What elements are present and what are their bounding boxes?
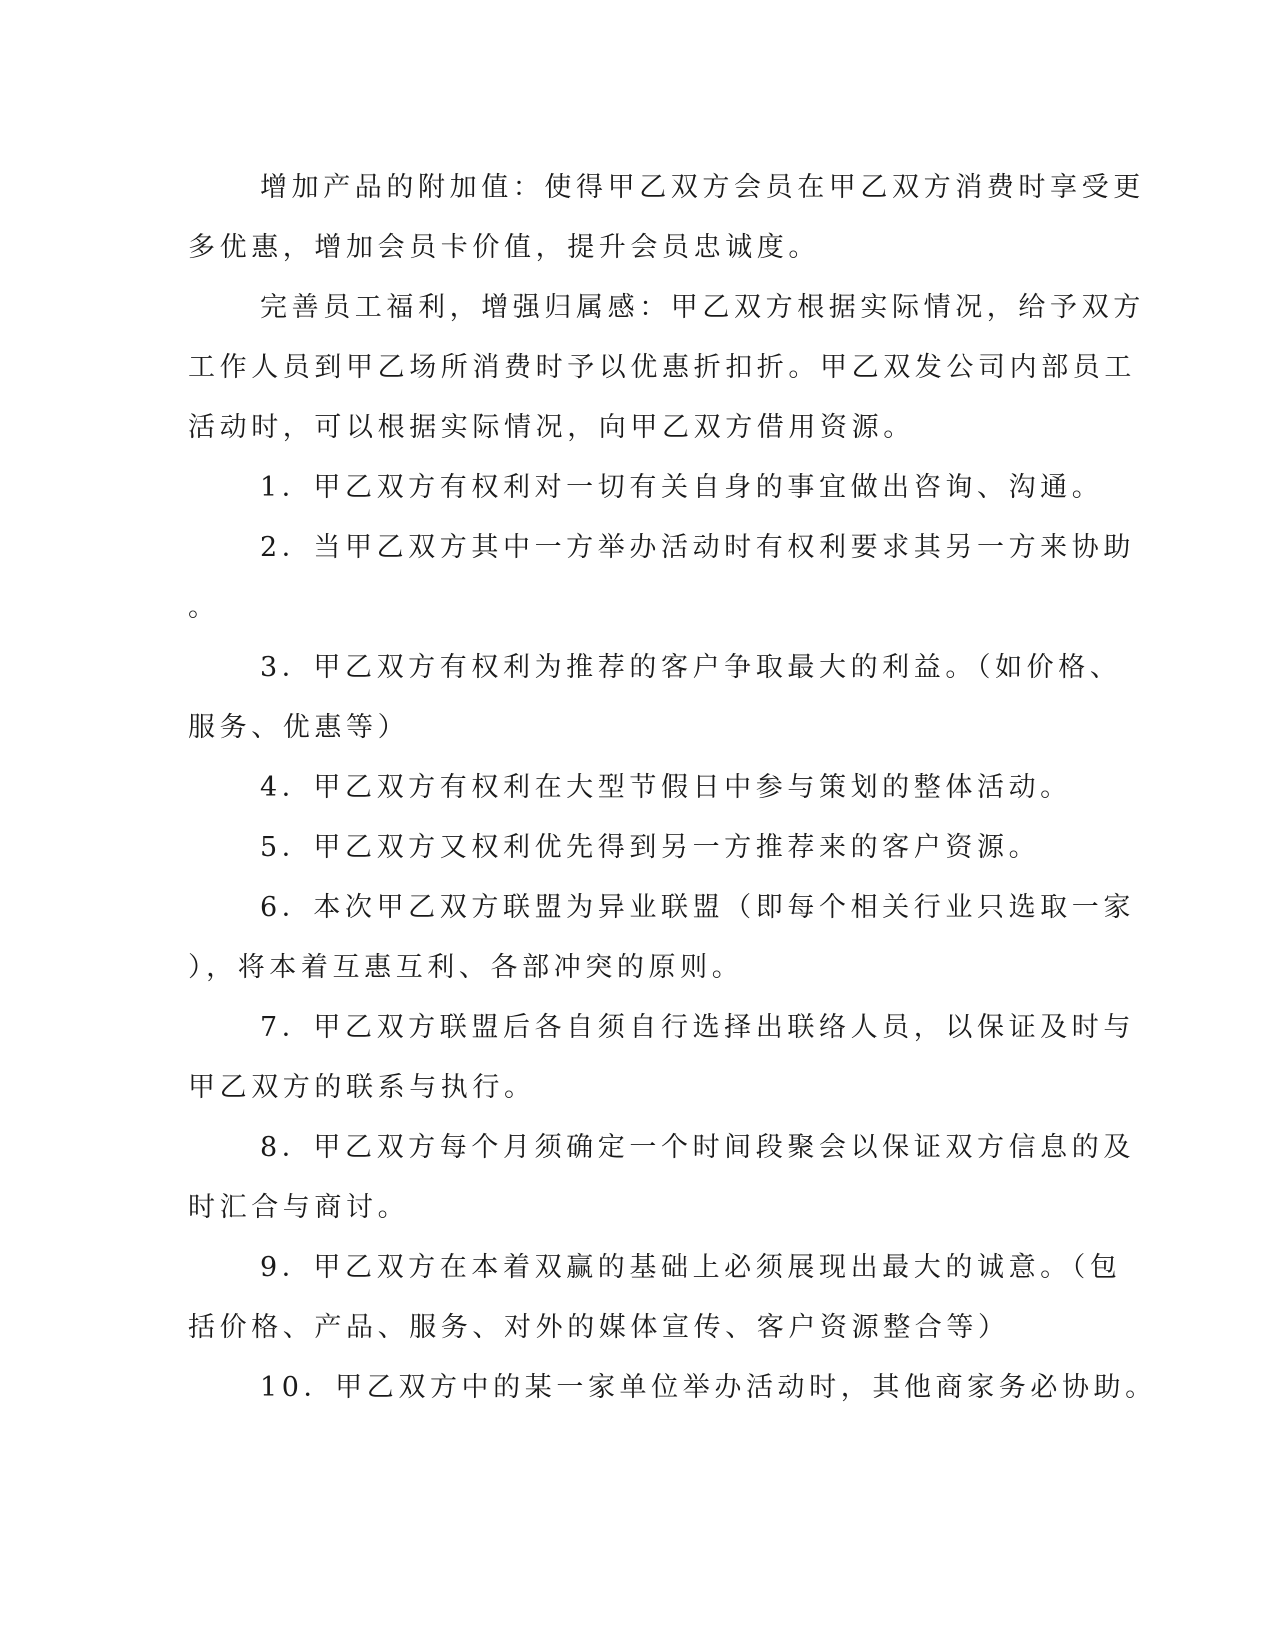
text-line: 时汇合与商讨。 <box>188 1192 410 1223</box>
text-line: 3．甲乙双方有权利为推荐的客户争取最大的利益。（如价格、 <box>260 652 1122 683</box>
text-line: 括价格、产品、服务、对外的媒体宣传、客户资源整合等） <box>188 1312 1010 1343</box>
list-item-6 <box>188 878 1135 998</box>
list-item-5 <box>188 818 1068 878</box>
list-item-4 <box>188 758 1072 818</box>
text-line: 活动时，可以根据实际情况，向甲乙双方借用资源。 <box>188 412 915 443</box>
list-item-7 <box>188 998 1135 1118</box>
text-line: 8．甲乙双方每个月须确定一个时间段聚会以保证双方信息的及 <box>260 1132 1135 1163</box>
text-line: 增加产品的附加值：使得甲乙双方会员在甲乙双方消费时享受更 <box>260 172 1145 203</box>
text-line: 6．本次甲乙双方联盟为异业联盟（即每个相关行业只选取一家 <box>260 892 1135 923</box>
paragraph-employee-welfare <box>188 278 1145 458</box>
text-line: 工作人员到甲乙场所消费时予以优惠折扣折。甲乙双发公司内部员工 <box>188 352 1136 383</box>
text-line: 。 <box>188 592 220 623</box>
list-item-1 <box>188 458 1104 518</box>
list-item-9 <box>188 1238 1122 1358</box>
list-item-10 <box>188 1358 1157 1418</box>
text-line: 5．甲乙双方又权利优先得到另一方推荐来的客户资源。 <box>260 832 1041 863</box>
text-line: ），将本着互惠互利、各部冲突的原则。 <box>188 952 744 983</box>
list-item-3 <box>188 638 1122 758</box>
text-line: 9．甲乙双方在本着双赢的基础上必须展现出最大的诚意。（包 <box>260 1252 1122 1283</box>
paragraph-added-value <box>188 158 1145 278</box>
document-body <box>188 158 1157 1418</box>
text-line: 甲乙双方的联系与执行。 <box>188 1072 536 1103</box>
text-line: 10．甲乙双方中的某一家单位举办活动时，其他商家务必协助。 <box>260 1372 1157 1403</box>
list-item-2 <box>188 518 1135 638</box>
text-line: 1．甲乙双方有权利对一切有关自身的事宜做出咨询、沟通。 <box>260 472 1104 503</box>
text-line: 完善员工福利，增强归属感：甲乙双方根据实际情况，给予双方 <box>260 292 1145 323</box>
text-line: 4．甲乙双方有权利在大型节假日中参与策划的整体活动。 <box>260 772 1072 803</box>
text-line: 服务、优惠等） <box>188 712 410 743</box>
list-item-8 <box>188 1118 1135 1238</box>
text-line: 7．甲乙双方联盟后各自须自行选择出联络人员，以保证及时与 <box>260 1012 1135 1043</box>
text-line: 2．当甲乙双方其中一方举办活动时有权利要求其另一方来协助 <box>260 532 1135 563</box>
text-line: 多优惠，增加会员卡价值，提升会员忠诚度。 <box>188 232 820 263</box>
